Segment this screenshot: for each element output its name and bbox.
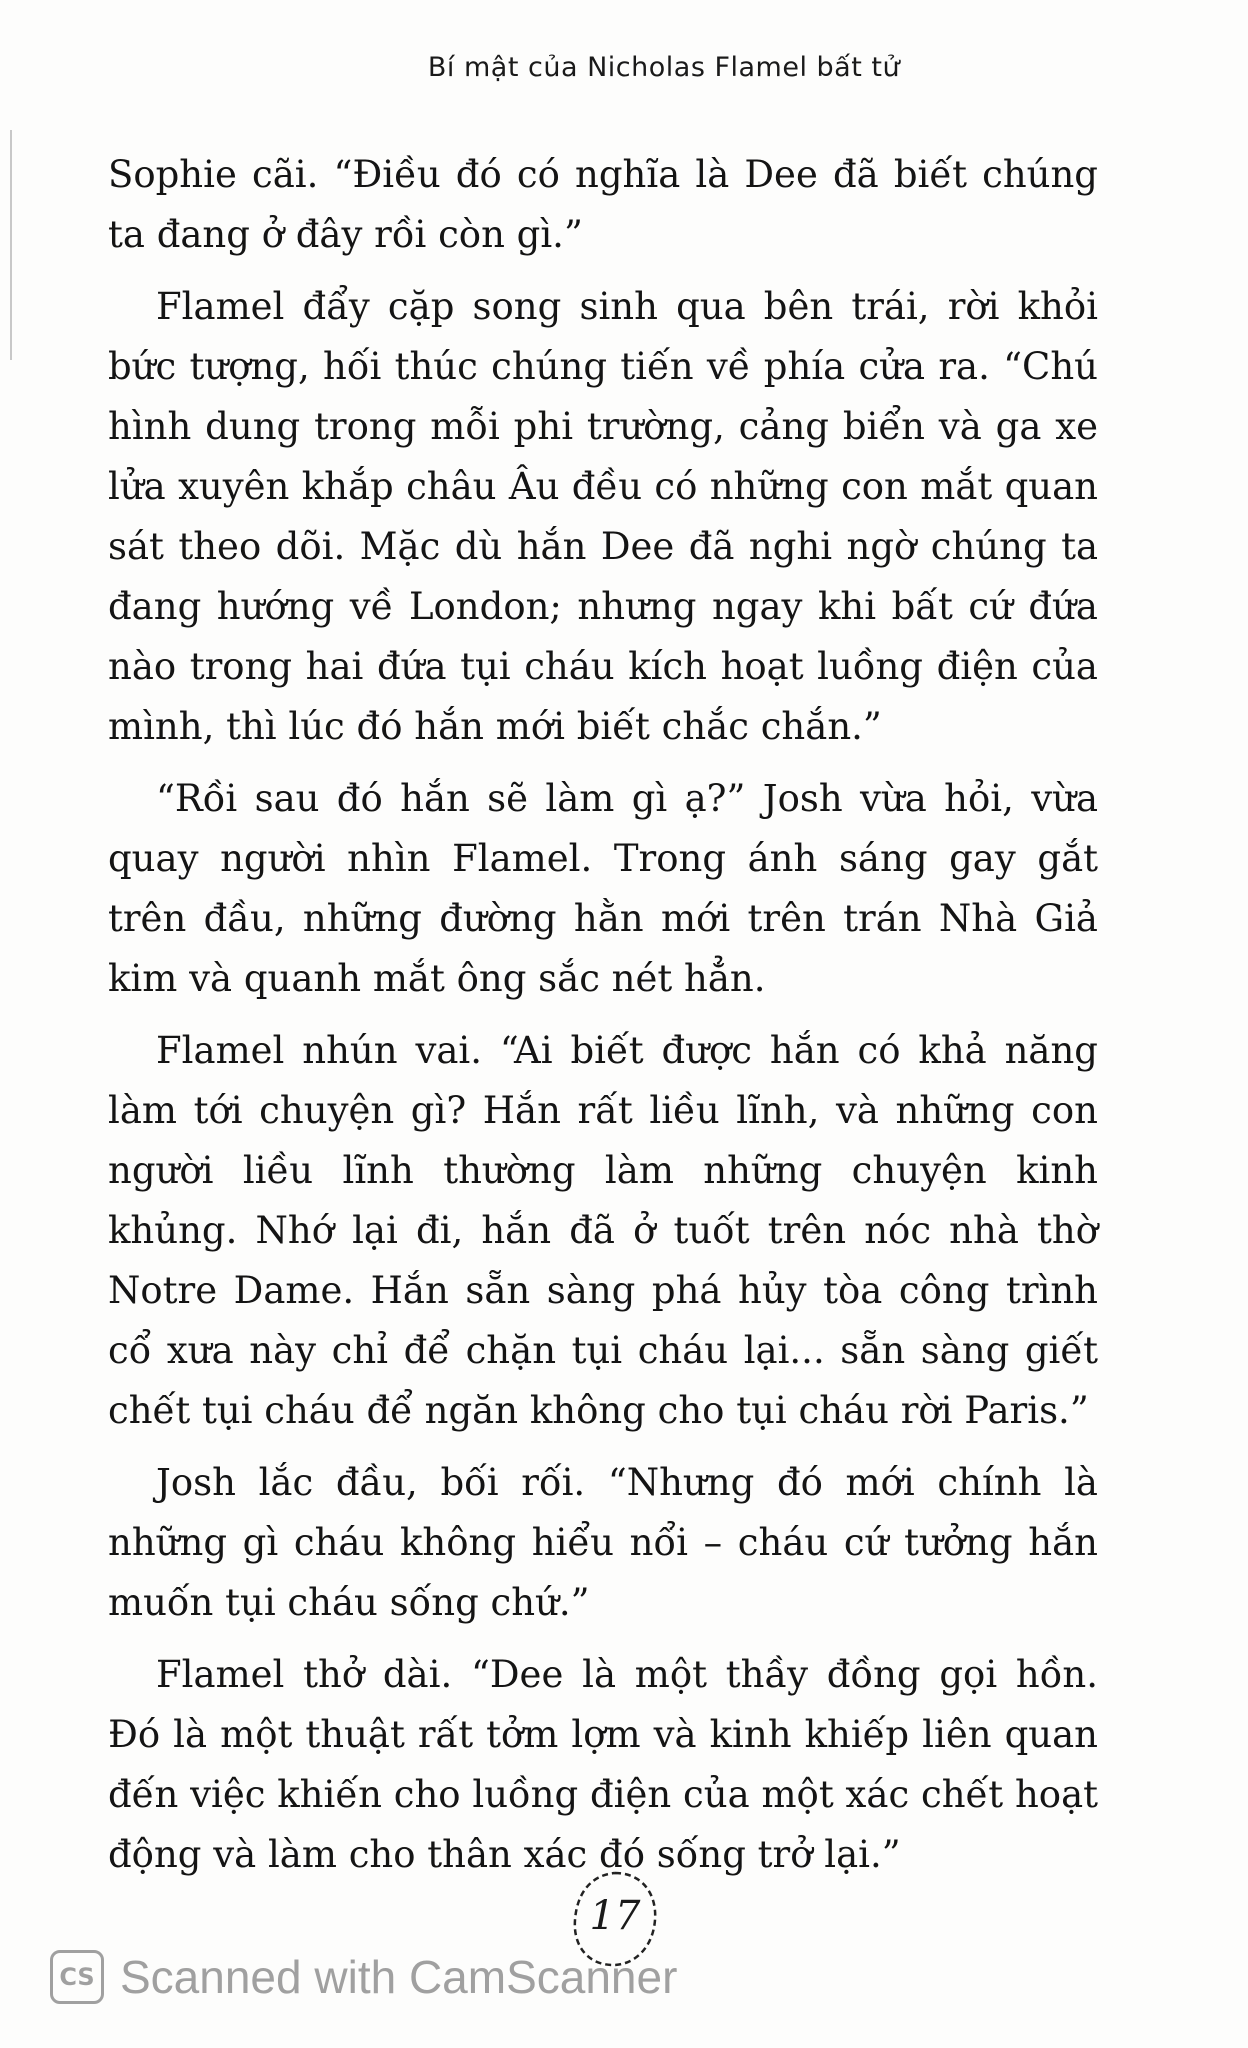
page-edge-shadow: [10, 130, 12, 360]
body-text: [108, 145, 1098, 1897]
paragraph: Josh lắc đầu, bối rối. “Nhưng đó mới chính là những gì cháu không hiểu nổi – cháu cứ tưởng hắn muốn tụi cháu sống chứ.”: [108, 1461, 1098, 1624]
scanner-watermark: [50, 1942, 677, 2012]
camscanner-logo-icon: CS: [50, 1950, 104, 2004]
paragraph: Flamel đẩy cặp song sinh qua bên trái, rời khỏi bức tượng, hối thúc chúng tiến về phía cửa ra. “Chú hình dung trong mỗi phi trường, cảng biển và ga xe lửa xuyên khắp châu Âu đều có những con mắt quan sát theo dõi. Mặc dù hắn Dee đã nghi ngờ chúng ta đang hướng về London; nhưng ngay khi bất cứ đứa nào trong hai đứa tụi cháu kích hoạt luồng điện của mình, thì lúc đó hắn mới biết chắc chắn.”: [108, 285, 1098, 748]
page-number: 17: [589, 1893, 641, 1939]
paragraph: Sophie cãi. “Điều đó có nghĩa là Dee đã biết chúng ta đang ở đây rồi còn gì.”: [108, 153, 1098, 256]
running-header-title: Bí mật của Nicholas Flamel bất tử: [427, 52, 901, 83]
paragraph: “Rồi sau đó hắn sẽ làm gì ạ?” Josh vừa hỏi, vừa quay người nhìn Flamel. Trong ánh sáng gay gắt trên đầu, những đường hằn mới trên trán Nhà Giả kim và quanh mắt ông sắc nét hẳn.: [108, 777, 1098, 1000]
paragraph: Flamel nhún vai. “Ai biết được hắn có khả năng làm tới chuyện gì? Hắn rất liều lĩnh, và những con người liều lĩnh thường làm những chuyện kinh khủng. Nhớ lại đi, hắn đã ở tuốt trên nóc nhà thờ Notre Dame. Hắn sẵn sàng phá hủy tòa công trình cổ xưa này chỉ để chặn tụi cháu lại... sẵn sàng giết chết tụi cháu để ngăn không cho tụi cháu rời Paris.”: [108, 1029, 1098, 1432]
paragraph: Flamel thở dài. “Dee là một thầy đồng gọi hồn. Đó là một thuật rất tởm lợm và kinh khiếp liên quan đến việc khiến cho luồng điện của một xác chết hoạt động và làm cho thân xác đó sống trở lại.”: [108, 1653, 1098, 1876]
watermark-text: Scanned with CamScanner: [120, 1951, 678, 2003]
